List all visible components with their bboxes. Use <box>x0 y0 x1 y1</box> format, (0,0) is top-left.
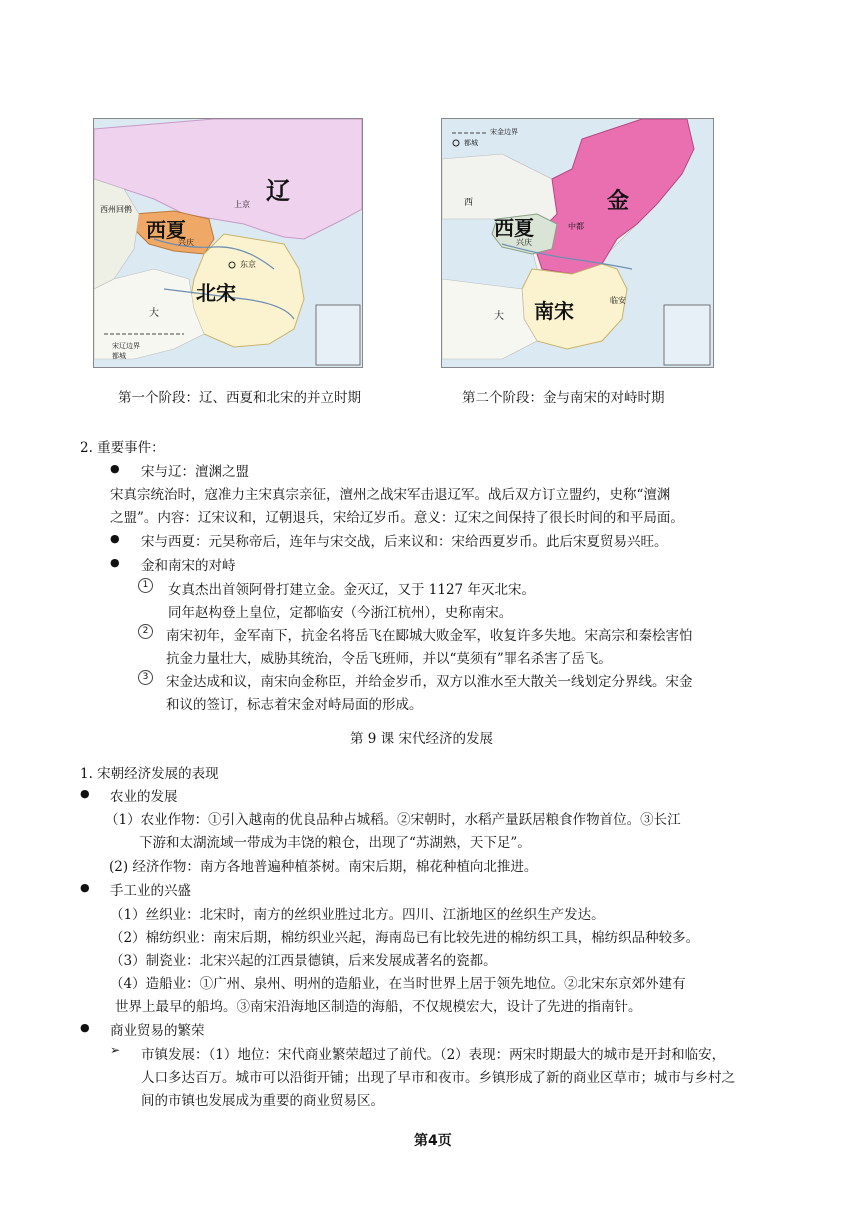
section2-heading: 2. 重要事件： <box>80 440 165 456</box>
map2-label-zhongdu: 中都 <box>568 222 584 231</box>
map2-legend-border: 宋金边界 <box>490 128 518 136</box>
map1-label-shangjing: 上京 <box>234 200 250 209</box>
map1-label-da: 大 <box>149 308 159 319</box>
trade-title: 商业贸易的繁荣 <box>110 1023 205 1039</box>
map2-label-da: 大 <box>494 311 504 322</box>
craft2-text: （2）棉纺织业：南宋后期，棉纺织业兴起，海南岛已有比较先进的棉纺织工具，棉纺织品种较多。 <box>110 930 700 946</box>
map2-label-linan: 临安 <box>610 296 626 305</box>
item2-line1: 南宋初年，金军南下，抗金名将岳飞在郾城大败金军，收复许多失地。宋高宗和秦桧害怕 <box>166 628 693 644</box>
song-liao-p1: 宋真宗统治时，寇准力主宋真宗亲征，澶州之战宋军击退辽军。战后双方订立盟约，史称“澶渊 <box>110 487 671 503</box>
map1-label-xingqing: 兴庆 <box>178 238 194 247</box>
craft-title: 手工业的兴盛 <box>110 883 191 899</box>
trade-line3: 间的市镇也发展成为重要的商业贸易区。 <box>141 1093 384 1109</box>
map1-label-dongjing: 东京 <box>240 260 256 269</box>
item3-line2: 和议的签订，标志着宋金对峙局面的形成。 <box>166 697 423 713</box>
item1-line1: 女真杰出首领阿骨打建立金。金灭辽，又于 1127 年灭北宋。 <box>168 582 535 598</box>
bullet-icon: ● <box>110 462 120 475</box>
item3-number: 3 <box>138 670 153 685</box>
bullet-icon: ● <box>80 1021 90 1034</box>
map-jin-nansong <box>441 118 714 368</box>
bullet-icon: ● <box>110 556 120 569</box>
song-xixia-text: 宋与西夏：元昊称帝后，连年与宋交战，后来议和：宋给西夏岁币。此后宋夏贸易兴旺。 <box>141 534 668 550</box>
map1-label-beisong: 北宋 <box>196 281 236 305</box>
craft4-line2: 世界上最早的船坞。③南宋沿海地区制造的海船，不仅规模宏大，设计了先进的指南针。 <box>115 999 642 1015</box>
agri1-line2: 下游和太湖流域一带成为丰饶的粮仓，出现了“苏湖熟，天下足”。 <box>139 835 531 851</box>
item1-number: 1 <box>138 578 153 593</box>
trade-line1: 市镇发展：（1）地位：宋代商业繁荣超过了前代。（2）表现：两宋时期最大的城市是开封和临安， <box>141 1047 726 1063</box>
jin-nansong-title: 金和南宋的对峙 <box>141 558 236 574</box>
lesson9-title: 第 9 课 宋代经济的发展 <box>350 731 493 747</box>
map1-graphic <box>94 119 362 367</box>
map2-label-jin: 金 <box>607 189 630 214</box>
map1-inset <box>316 305 360 365</box>
item1-line2: 同年赵构登上皇位，定都临安（今浙江杭州），史称南宋。 <box>168 605 513 621</box>
song-liao-p2: 之盟”。内容：辽宋议和，辽朝退兵，宋给辽岁币。意义：辽宋之间保持了很长时间的和平局面。 <box>110 510 684 526</box>
craft3-text: （3）制瓷业：北宋兴起的江西景德镇，后来发展成著名的瓷都。 <box>110 953 497 969</box>
page-number: 第4页 <box>414 1133 452 1149</box>
map1-legend-border: 宋辽边界 <box>112 342 140 350</box>
agri-title: 农业的发展 <box>110 789 178 805</box>
map1-label-liao: 辽 <box>266 177 290 205</box>
bullet-icon: ● <box>80 881 90 894</box>
lesson9-heading: 1. 宋朝经济发展的表现 <box>80 766 219 782</box>
map1-legend-capital: 都城 <box>112 352 126 360</box>
item2-number: 2 <box>138 624 153 639</box>
bullet-icon: ● <box>80 787 90 800</box>
trade-line2: 人口多达百万。城市可以沿街开铺；出现了早市和夜市。乡镇形成了新的商业区草市；城市与乡村之 <box>141 1070 735 1086</box>
agri2-text: (2) 经济作物：南方各地普遍种植茶树。南宋后期，棉花种植向北推进。 <box>109 859 538 875</box>
song-liao-title: 宋与辽：澶渊之盟 <box>141 464 249 480</box>
map2-label-xi: 西 <box>464 198 474 208</box>
map1-label-xixia: 西夏 <box>146 218 186 242</box>
agri1-line1: （1）农业作物：①引入越南的优良品种占城稻。②宋朝时，水稻产量跃居粮食作物首位。③长江 <box>105 812 681 828</box>
bullet-icon: ● <box>110 532 120 545</box>
item3-line1: 宋金达成和议，南宋向金称臣，并给金岁币，双方以淮水至大散关一线划定分界线。宋金 <box>166 674 693 690</box>
craft1-text: （1）丝织业：北宋时，南方的丝织业胜过北方。四川、江浙地区的丝织生产发达。 <box>110 907 605 923</box>
map1-label-xiliangzhou: 西州回鹘 <box>100 205 132 214</box>
map1-caption: 第一个阶段：辽、西夏和北宋的并立时期 <box>118 390 361 406</box>
arrow-icon: ➢ <box>110 1043 121 1057</box>
map2-caption: 第二个阶段：金与南宋的对峙时期 <box>462 390 665 406</box>
map2-inset <box>664 305 710 365</box>
map2-legend-capital: 都城 <box>464 139 478 147</box>
map-liao-xixia-beisong <box>93 118 363 368</box>
item2-line2: 抗金力量壮大，威胁其统治，令岳飞班师，并以“莫须有”罪名杀害了岳飞。 <box>166 651 612 667</box>
map2-label-xixia: 西夏 <box>494 216 534 240</box>
map2-label-nansong: 南宋 <box>534 299 574 323</box>
craft4-line1: （4）造船业：①广州、泉州、明州的造船业，在当时世界上居于领先地位。②北宋东京郊外建有 <box>110 976 686 992</box>
map2-label-xingqing: 兴庆 <box>516 238 532 247</box>
map2-graphic <box>442 119 713 367</box>
